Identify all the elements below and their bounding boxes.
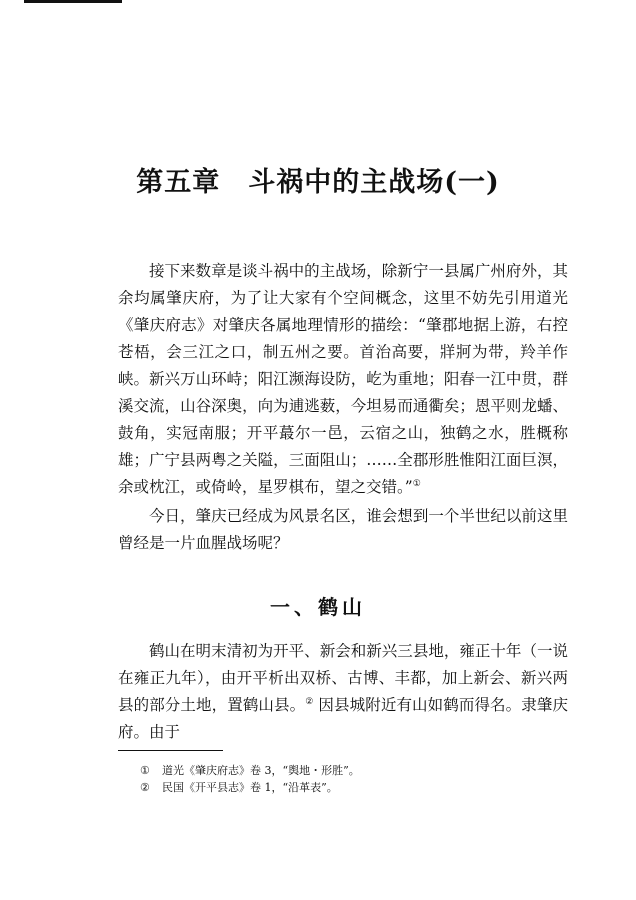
footnote-ref[interactable]: ① (412, 478, 421, 489)
chapter-number: 第五章 (136, 167, 221, 198)
paragraph-text: 鹤山在明末清初为开平、新会和新兴三县地，雍正十年（一说在雍正九年），由开平析出双桥、古博、丰都，加上新会、新兴两县的部分土地，置鹤山县。 (118, 642, 568, 714)
chapter-title (0, 160, 636, 199)
footnote-mark: ① (140, 764, 150, 777)
paragraph-today (118, 503, 568, 557)
paragraph-heshan (118, 638, 568, 746)
top-rule (24, 0, 122, 3)
footnote-text: 道光《肇庆府志》卷 3，“舆地・形胜”。 (162, 764, 360, 777)
footnote-rule (118, 750, 223, 751)
section-title: 一、鹤山 (270, 595, 366, 619)
footnote-text: 民国《开平县志》卷 1，“沿革表”。 (162, 781, 338, 794)
paragraph-text: 今日，肇庆已经成为风景名区，谁会想到一个半世纪以前这里曾经是一片血腥战场呢？ (118, 507, 568, 552)
footnotes (140, 762, 360, 796)
footnote-mark: ② (140, 781, 150, 794)
paragraph-text-cont: 因县城附近有山如鹤而得名。隶肇庆府。由于 (118, 696, 568, 741)
footnote-2 (140, 779, 360, 796)
footnote-1 (140, 762, 360, 779)
paragraph-text: 接下来数章是谈斗祸中的主战场，除新宁一县属广州府外，其余均属肇庆府，为了让大家有个空间概念，这里不妨先引用道光《肇庆府志》对肇庆各属地理情形的描绘：“肇郡地据上游，右控苍梧，会三江之口，制五州之要。首治高要，牂牁为带，羚羊作峡。新兴万山环峙；阳江濒海设防，屹为重地；阳春一江中贯，群溪交流，山谷深奥，向为逋逃薮，今坦易而通衢矣；恩平则龙蟠、鼓角，实冠南服；开平蕞尔一邑，云宿之山，独鹤之水，胜概称雄；广宁县两粤之关隘，三面阻山；……全郡形胜惟阳江面巨溟，余或枕江，或倚岭，星罗棋布，望之交错。” (118, 262, 568, 496)
paragraph-intro (118, 258, 568, 501)
chapter-name: 斗祸中的主战场(一) (248, 167, 500, 198)
footnote-ref[interactable]: ② (305, 696, 314, 707)
